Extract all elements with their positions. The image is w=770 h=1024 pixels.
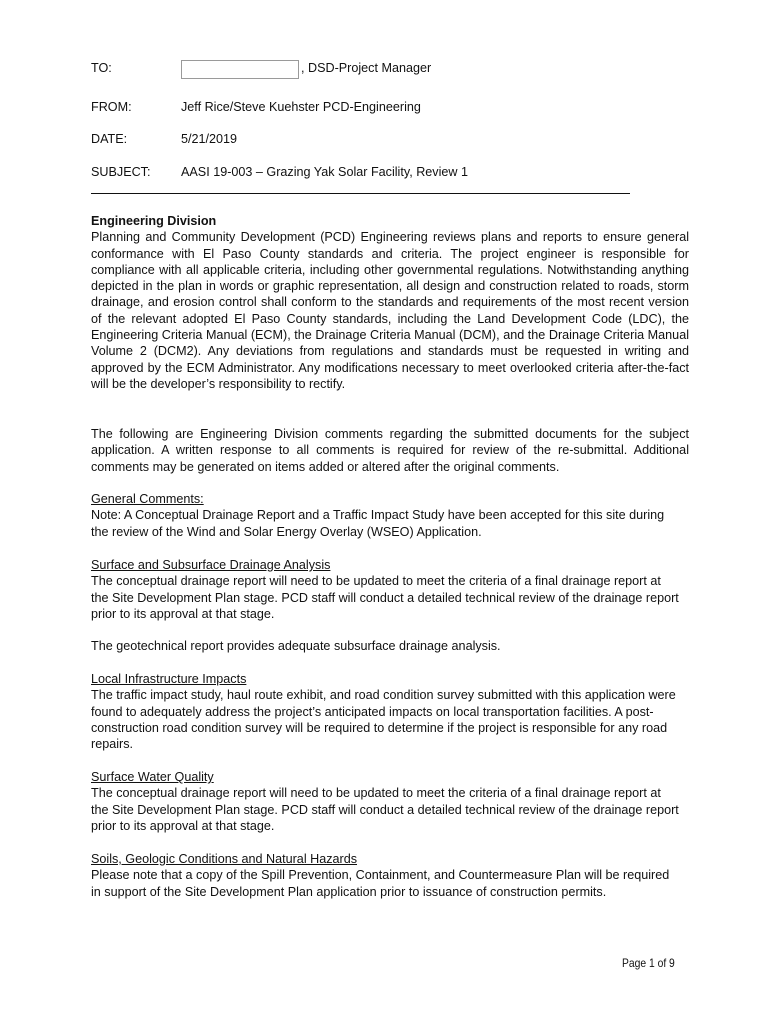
water-section: [91, 769, 679, 834]
water-body: The conceptual drainage report will need to be updated to meet the criteria of a final drainage report at the Site Development Plan stage. PCD staff will conduct a detailed technical review of the drainage report prior to its approval at that stage.: [91, 786, 679, 833]
subject-value: AASI 19-003 – Grazing Yak Solar Facility, Review 1: [181, 165, 468, 179]
subject-label: SUBJECT:: [91, 165, 151, 179]
intro-section: [91, 426, 689, 475]
soils-heading: Soils, Geologic Conditions and Natural Hazards: [91, 852, 358, 866]
general-section: [91, 491, 666, 540]
drainage-body: The conceptual drainage report will need to be updated to meet the criteria of a final drainage report at the Site Development Plan stage. PCD staff will conduct a detailed technical review of the drainage report prior to its approval at that stage.: [91, 574, 679, 621]
to-suffix: , DSD-Project Manager: [301, 61, 432, 75]
intro-body: The following are Engineering Division comments regarding the submitted documents for the subject application. A written response to all comments is required for review of the re-submittal. Additional comments may be generated on items added or altered after the original comments.: [91, 427, 689, 474]
general-heading: General Comments:: [91, 492, 204, 506]
water-heading: Surface Water Quality: [91, 770, 214, 784]
soils-body: Please note that a copy of the Spill Prevention, Containment, and Countermeasure Plan will be required in support of the Site Development Plan application prior to issuance of construction permits.: [91, 868, 670, 899]
from-value: Jeff Rice/Steve Kuehster PCD-Engineering: [181, 100, 421, 114]
infrastructure-heading: Local Infrastructure Impacts: [91, 672, 247, 686]
general-body: Note: A Conceptual Drainage Report and a Traffic Impact Study have been accepted for this site during the review of the Wind and Solar Energy Overlay (WSEO) Application.: [91, 508, 665, 539]
to-label: TO:: [91, 61, 112, 75]
header-divider: [91, 193, 630, 194]
page-number: Page 1 of 9: [622, 956, 675, 970]
date-value: 5/21/2019: [181, 132, 238, 146]
infrastructure-section: [91, 671, 681, 752]
engineering-section: [91, 213, 689, 392]
engineering-body: Planning and Community Development (PCD) Engineering reviews plans and reports to ensure general conformance with El Paso County standards and criteria. The project engineer is responsible for compliance with all applicable criteria, including other governmental regulations. Notwithstanding anything depicted in the plan in words or graphic representation, all design and construction related to roads, storm drainage, and erosion control shall conform to the standards and requirements of the most recent version of the relevant adopted El Paso County standards, including the Land Development Code (LDC), the Engineering Criteria Manual (ECM), the Drainage Criteria Manual (DCM), and the Drainage Criteria Manual Volume 2 (DCM2). Any deviations from regulations and standards must be requested in writing and approved by the ECM Administrator. Any modifications necessary to meet overlooked criteria after-the-fact will be the developer’s responsibility to rectify.: [91, 230, 689, 391]
drainage-geotech: [91, 638, 689, 654]
engineering-heading: Engineering Division: [91, 214, 217, 228]
infrastructure-body: The traffic impact study, haul route exhibit, and road condition survey submitted with this application were found to adequately address the project’s anticipated impacts on local transportation facilities. A post-construction road condition survey will be required to determine if the project is responsible for any road repairs.: [91, 688, 676, 752]
drainage-section: [91, 557, 679, 622]
date-label: DATE:: [91, 132, 128, 146]
drainage-body2: The geotechnical report provides adequate subsurface drainage analysis.: [91, 639, 501, 653]
to-field[interactable]: [181, 60, 299, 79]
drainage-heading: Surface and Subsurface Drainage Analysis: [91, 558, 331, 572]
soils-section: [91, 851, 679, 900]
from-label: FROM:: [91, 100, 132, 114]
